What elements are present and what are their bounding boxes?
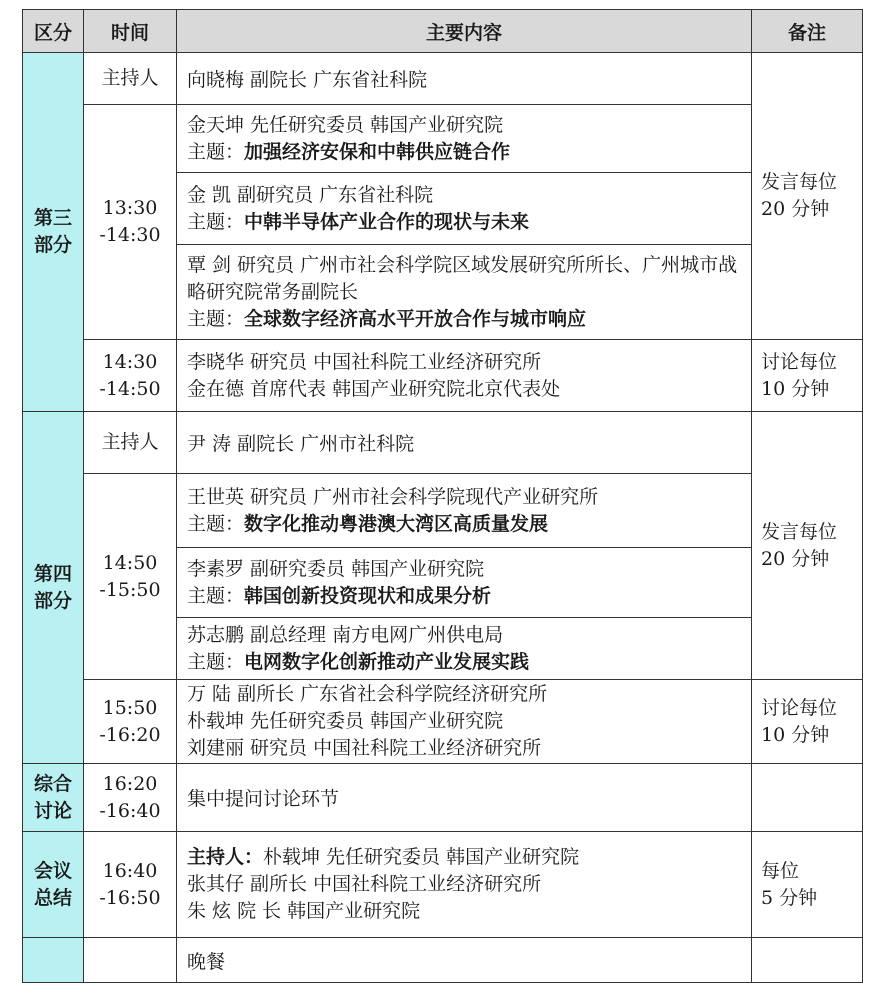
topic-title: 韩国创新投资现状和成果分析 [244,584,492,607]
speaker-entry [177,245,752,340]
speaker-name: 李素罗 副研究委员 韩国产业研究院 [187,557,485,580]
section-part4 [23,412,84,764]
topic-prefix: 主题： [187,512,245,535]
discussion-row [23,340,863,412]
discussant: 金在德 首席代表 韩国产业研究院北京代表处 [187,377,561,400]
section-label: 综合 [33,772,72,795]
summary-host [187,844,751,871]
time-slot [84,474,177,680]
time-start: 14:30 [102,350,158,373]
host-label: 主持人 [84,53,177,105]
note-line: 每位 [761,859,800,882]
speaker-entry [177,173,752,245]
section-label: 第三 [33,207,72,229]
note-speech [752,412,863,680]
section-label: 部分 [33,589,72,612]
speaker-name: 金 凯 副研究员 广东省社科院 [187,183,434,206]
note-line: 发言每位 [761,520,838,543]
note-line: 10 分钟 [761,377,830,400]
time-slot [84,832,177,938]
discussant: 万 陆 副所长 广东省社会科学院经济研究所 [187,683,548,705]
note-line: 讨论每位 [761,696,838,719]
summary-speaker: 张其仔 副所长 中国社科院工业经济研究所 [187,873,542,895]
section-discussion [23,764,84,832]
summary-content [177,832,752,938]
topic-line [187,649,751,676]
discussion-session-row [23,764,863,832]
section-label: 部分 [33,234,72,256]
host-info: 向晓梅 副院长 广东省社科院 [177,53,752,105]
note-empty [752,764,863,832]
section-label: 会议 [33,859,72,882]
time-slot [84,105,177,340]
topic-line [187,583,751,610]
note-line: 10 分钟 [761,723,830,746]
agenda-table [22,9,863,983]
discussant: 刘建丽 研究员 中国社科院工业经济研究所 [187,737,542,759]
section-label: 讨论 [33,799,72,822]
header-section: 区分 [23,10,84,53]
time-start: 16:40 [102,859,158,882]
topic-title: 中韩半导体产业合作的现状与未来 [244,210,530,233]
discussant-list [177,680,752,764]
summary-row [23,832,863,938]
p4-host-row [23,412,863,474]
host-info: 尹 涛 副院长 广州市社科院 [177,412,752,474]
time-end: -16:20 [99,723,161,746]
speaker-entry [177,548,752,618]
time-empty [84,938,177,983]
header-time: 时间 [84,10,177,53]
section-label: 第四 [33,562,72,585]
time-end: -14:30 [99,224,161,246]
note-line: 讨论每位 [761,350,838,373]
time-start: 13:30 [102,197,158,219]
time-slot [84,680,177,764]
topic-line [187,209,751,236]
speaker-name: 苏志鹏 副总经理 南方电网广州供电局 [187,623,504,646]
topic-line [187,139,751,166]
topic-prefix: 主题： [187,210,245,233]
note-summary [752,832,863,938]
topic-prefix: 主题： [187,307,245,330]
topic-prefix: 主题： [187,584,245,607]
time-slot [84,764,177,832]
speaker-name: 王世英 研究员 广州市社会科学院现代产业研究所 [187,485,599,508]
time-start: 14:50 [102,551,158,574]
note-speech [752,53,863,340]
speaker-row [23,105,863,173]
host-name: 朴载坤 先任研究委员 韩国产业研究院 [263,846,580,868]
host-label: 主持人 [84,412,177,474]
note-discussion [752,680,863,764]
speaker-name: 覃 剑 研究员 广州市社会科学院区域发展研究所所长、广州城市战略研究院常务副院长 [187,253,738,303]
discussion-content: 集中提问讨论环节 [177,764,752,832]
speaker-name: 金天坤 先任研究委员 韩国产业研究院 [187,113,504,136]
time-start: 16:20 [102,772,158,795]
speaker-entry [177,105,752,173]
host-prefix: 主持人： [187,846,264,868]
topic-title: 加强经济安保和中韩供应链合作 [244,140,511,163]
header-note: 备注 [752,10,863,53]
note-line: 发言每位 [761,171,838,193]
note-line: 20 分钟 [761,198,830,220]
topic-line [187,306,743,333]
discussion-row [23,680,863,764]
time-end: -16:40 [99,799,161,822]
time-end: -16:50 [99,886,161,909]
header-content: 主要内容 [177,10,752,53]
note-discussion [752,340,863,412]
time-end: -15:50 [99,578,161,601]
speaker-entry [177,474,752,548]
dinner-row [23,938,863,983]
p3-host-row [23,53,863,105]
section-summary [23,832,84,938]
summary-speaker: 朱 炫 院 长 韩国产业研究院 [187,900,421,922]
topic-prefix: 主题： [187,650,245,673]
note-empty [752,938,863,983]
section-label: 总结 [33,886,72,909]
note-line: 20 分钟 [761,547,830,570]
topic-line [187,511,751,538]
dinner-content: 晚餐 [177,938,752,983]
topic-title: 全球数字经济高水平开放合作与城市响应 [244,307,587,330]
section-empty [23,938,84,983]
topic-title: 数字化推动粤港澳大湾区高质量发展 [244,512,549,535]
time-slot [84,340,177,412]
section-part3 [23,53,84,412]
speaker-entry [177,618,752,680]
note-line: 5 分钟 [761,886,818,909]
speaker-row [23,474,863,548]
header-row [23,10,863,53]
discussant: 朴载坤 先任研究委员 韩国产业研究院 [187,710,504,732]
time-start: 15:50 [102,696,158,719]
topic-prefix: 主题： [187,140,245,163]
time-end: -14:50 [99,377,161,400]
topic-title: 电网数字化创新推动产业发展实践 [244,650,530,673]
discussant: 李晓华 研究员 中国社科院工业经济研究所 [187,350,542,373]
discussant-list [177,340,752,412]
